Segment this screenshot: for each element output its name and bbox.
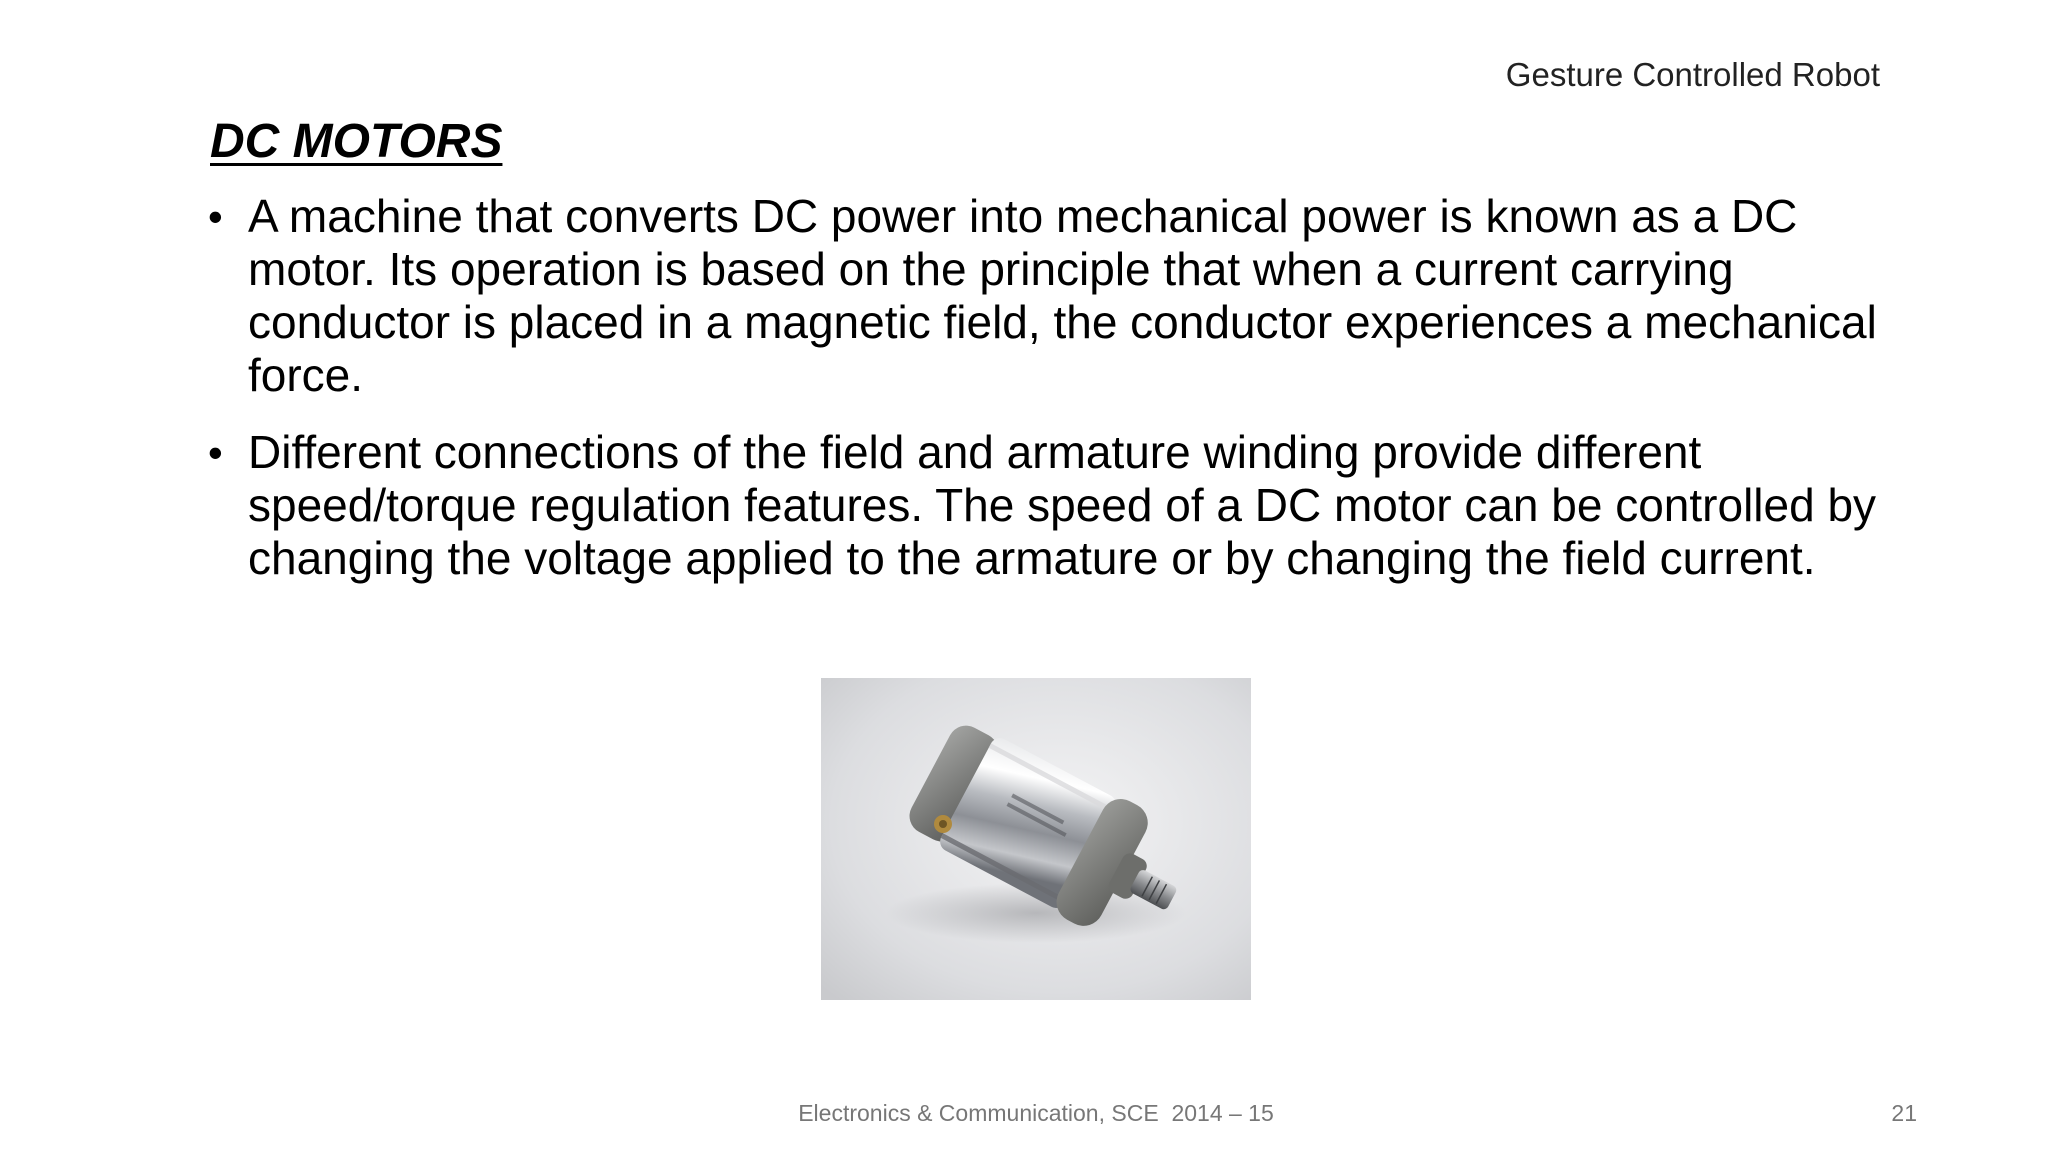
bullet-item	[206, 190, 1906, 402]
bullet-item	[206, 426, 1906, 585]
bullet-list	[206, 190, 1906, 609]
slide-title: DC MOTORS	[210, 115, 503, 168]
bullet-marker: •	[208, 193, 223, 240]
footer-text: Electronics & Communication, SCE 2014 – 15	[798, 1100, 1274, 1126]
page-number: 21	[1891, 1100, 1917, 1126]
dc-motor-photo	[821, 678, 1251, 1000]
bullet-text: A machine that converts DC power into mechanical power is known as a DC motor. Its operation is based on the principle that when a current carrying conductor is placed in a magnetic field, the conductor experiences a mechanical force.	[248, 190, 1877, 401]
bullet-text: Different connections of the field and armature winding provide different speed/torque regulation features. The speed of a DC motor can be controlled by changing the voltage applied to the armature or by changing the field current.	[248, 426, 1877, 584]
bullet-marker: •	[208, 429, 223, 476]
slide-header: Gesture Controlled Robot	[1505, 56, 1880, 93]
